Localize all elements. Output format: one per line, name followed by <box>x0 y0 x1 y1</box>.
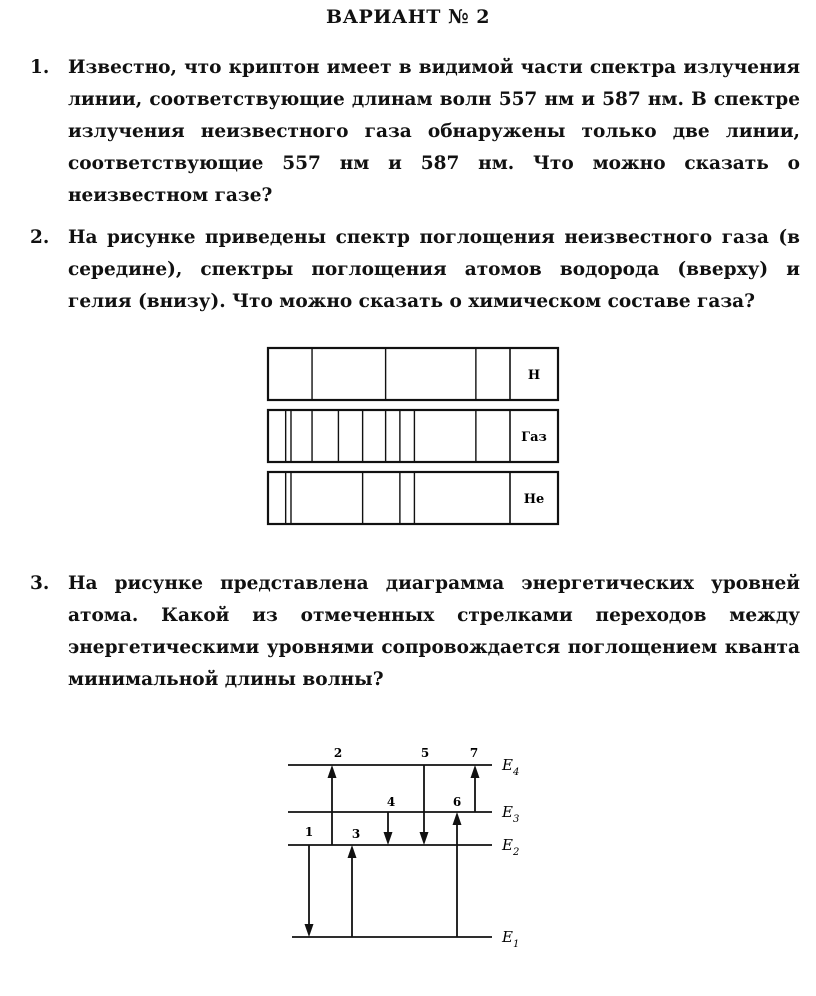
question-2-text: На рисунке приведены спектр поглощения неизвестного газа (в середине), спектры поглощения атомов водорода (вверху) и гелия (внизу). Что можно сказать о химическом составе газа? <box>68 227 800 312</box>
transition-arrow-head <box>420 832 429 845</box>
transition-arrow-head <box>348 845 357 858</box>
spectrum-label: H <box>527 368 541 383</box>
transition-arrow-head <box>453 812 462 825</box>
spectrum-label: He <box>523 492 545 507</box>
transition-label: 2 <box>333 746 343 760</box>
transition-label: 5 <box>420 746 430 760</box>
transition-7 <box>470 746 480 812</box>
transition-5 <box>420 746 430 845</box>
transition-6 <box>453 795 462 937</box>
transition-label: 6 <box>452 795 462 809</box>
transition-arrow-head <box>384 832 393 845</box>
question-3-number: 3. <box>30 573 50 594</box>
transition-label: 3 <box>351 827 361 841</box>
transition-label: 4 <box>386 795 396 809</box>
transition-2 <box>328 746 343 845</box>
transition-label: 7 <box>469 746 479 760</box>
question-2-number: 2. <box>30 227 50 248</box>
energy-level-label-2: $E_2$ <box>502 836 520 858</box>
transition-arrow-head <box>328 765 337 778</box>
page-title: ВАРИАНТ № 2 <box>326 6 490 28</box>
transition-4 <box>384 795 396 845</box>
question-3-text: На рисунке представлена диаграмма энергетических уровней атома. Какой из отмеченных стрелками переходов между энергетическими уровнями сопровождается поглощением кванта минимальной длины волны? <box>68 573 800 690</box>
transition-arrow-head <box>471 765 480 778</box>
transition-label: 1 <box>304 825 314 839</box>
transition-arrow-head <box>305 924 314 937</box>
question-1-number: 1. <box>30 57 50 78</box>
energy-level-label-3: $E_3$ <box>502 803 520 825</box>
spectrum-label: Газ <box>521 430 547 445</box>
transition-1 <box>305 825 314 937</box>
question-1-text: Известно, что криптон имеет в видимой части спектра излучения линии, соответствующие длинам волн 557 нм и 587 нм. В спектре излучения неизвестного газа обнаружены только две линии, соответствующие 557 нм и 587 нм. Что можно сказать о неизвестном газе? <box>68 57 800 206</box>
transition-3 <box>348 827 361 937</box>
energy-level-label-4: $E_4$ <box>502 756 520 778</box>
energy-level-label-1: $E_1$ <box>502 928 520 950</box>
